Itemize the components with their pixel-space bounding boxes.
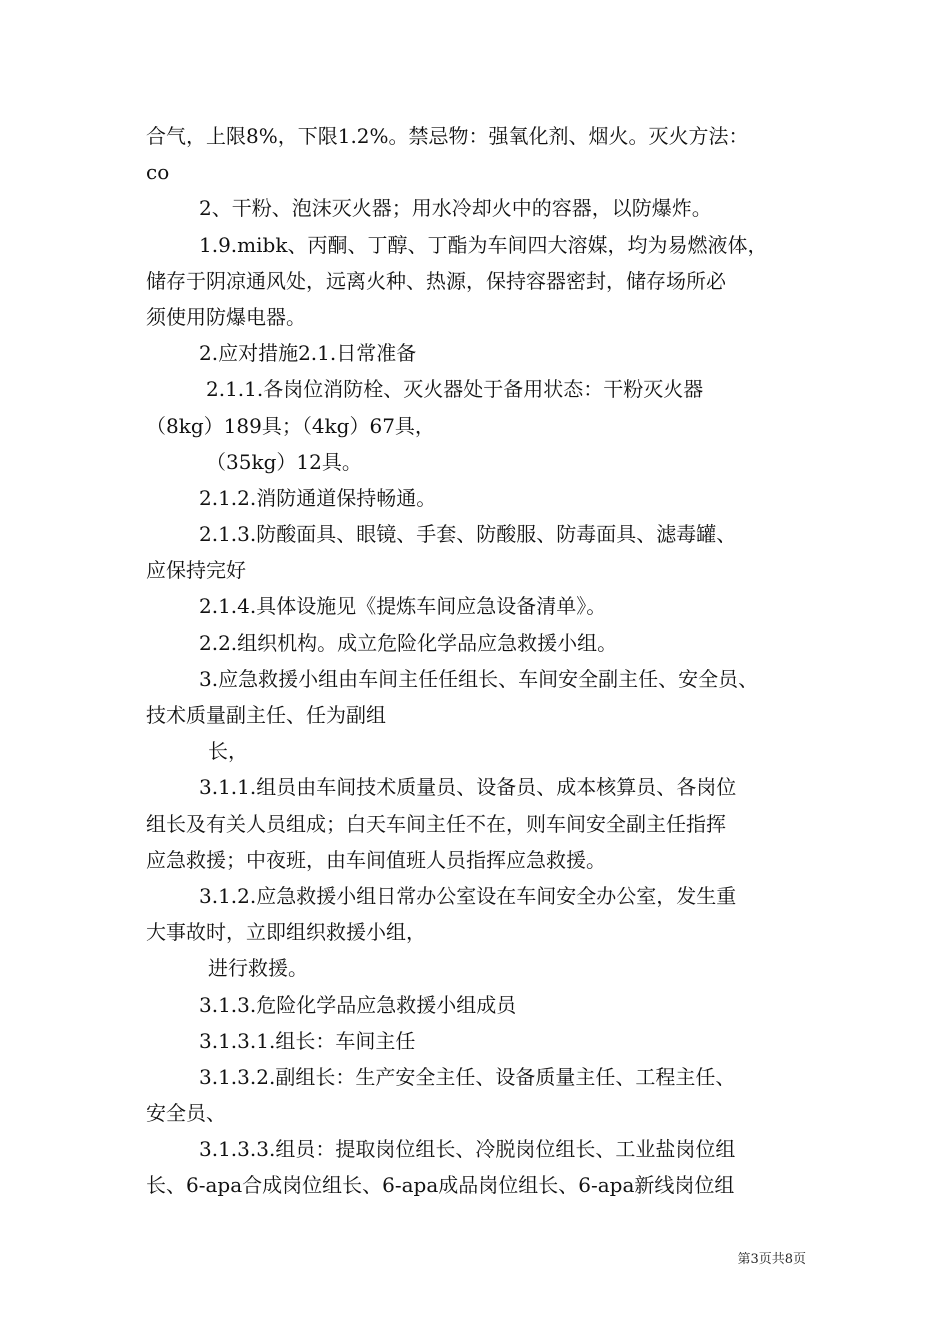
- text-line: co: [146, 160, 170, 185]
- text-line: 1.9.mibk、丙酮、丁醇、丁酯为车间四大溶媒，均为易燃液体，: [199, 232, 768, 257]
- text-line: 2.应对措施2.1.日常准备: [199, 341, 417, 366]
- text-line: 2.1.2.消防通道保持畅通。: [199, 485, 437, 510]
- text-line: 合气，上限8%，下限1.2%。禁忌物：强氧化剂、烟火。灭火方法：: [146, 124, 749, 148]
- text-line: （35kg）12具。: [206, 449, 362, 474]
- text-line: 2.1.4.具体设施见《提炼车间应急设备清单》。: [199, 594, 607, 619]
- text-line: 应保持完好: [146, 558, 246, 583]
- text-line: 应急救援；中夜班，由车间值班人员指挥应急救援。: [146, 847, 606, 872]
- text-line: 2.2.组织机构。成立危险化学品应急救援小组。: [199, 630, 618, 655]
- text-line: 大事故时，立即组织救援小组，: [146, 920, 426, 945]
- body-text: [146, 118, 811, 1204]
- text-line: 3.1.1.组员由车间技术质量员、设备员、成本核算员、各岗位: [199, 775, 737, 800]
- text-line: 进行救援。: [208, 956, 308, 981]
- text-line: （8kg）189具；（4kg）67具，: [146, 413, 435, 438]
- text-line: 3.应急救援小组由车间主任任组长、车间安全副主任、安全员、: [199, 666, 759, 691]
- text-line: 3.1.2.应急救援小组日常办公室设在车间安全办公室，发生重: [199, 883, 737, 908]
- text-line: 储存于阴凉通风处，远离火种、热源，保持容器密封，储存场所必: [146, 268, 726, 293]
- text-line: 3.1.3.2.副组长：生产安全主任、设备质量主任、工程主任、: [199, 1064, 736, 1089]
- text-line: 安全员、: [146, 1101, 226, 1126]
- text-line: 须使用防爆电器。: [146, 304, 306, 329]
- text-line: 2.1.1.各岗位消防栓、灭火器处于备用状态：干粉灭火器: [206, 377, 704, 402]
- text-line: 组长及有关人员组成；白天车间主任不在，则车间安全副主任指挥: [146, 811, 726, 836]
- text-line: 3.1.3.3.组员：提取岗位组长、冷脱岗位组长、工业盐岗位组: [199, 1137, 736, 1162]
- text-line: 2、干粉、泡沫灭火器；用水冷却火中的容器，以防爆炸。: [199, 196, 712, 221]
- text-line: 3.1.3.危险化学品应急救援小组成员: [199, 992, 517, 1017]
- text-line: 技术质量副主任、任为副组: [146, 703, 386, 727]
- text-line: 长、6-apa合成岗位组长、6-apa成品岗位组长、6-apa新线岗位组: [146, 1173, 735, 1198]
- page-number: 第3页共8页: [737, 1252, 806, 1267]
- text-line: 3.1.3.1.组长：车间主任: [199, 1028, 416, 1053]
- text-line: 长，: [208, 739, 248, 764]
- text-line: 2.1.3.防酸面具、眼镜、手套、防酸服、防毒面具、滤毒罐、: [199, 522, 737, 547]
